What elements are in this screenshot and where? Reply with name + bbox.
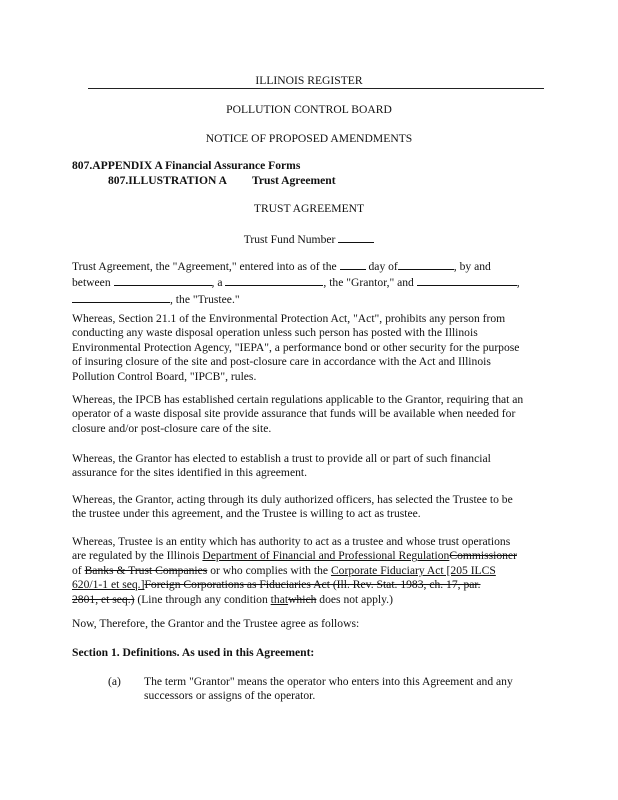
date-day-blank [340,258,366,270]
text-line: Whereas, the Grantor has elected to establish a trust to provide all or part of such financial [72,452,491,465]
notice-title: NOTICE OF PROPOSED AMENDMENTS [205,132,413,145]
definition-a-text [144,675,544,704]
whereas-paragraph-4 [72,493,548,522]
definition-a-label: (a) [108,675,121,688]
inserted-text: Corporate Fiduciary Act [205 ILCS [330,563,496,577]
deleted-text: Banks & Trust Companies [84,563,208,577]
grantor-name-blank [114,274,212,286]
text-line: Environmental Protection Agency, "IEPA", a performance bond or other security for the purpose [72,340,520,354]
text-line: The term "Grantor" means the operator who enters into this Agreement and any [144,675,513,688]
text-line: operator of a waste disposal site provide assurance that funds will be available when needed for [72,407,516,421]
text-line: Whereas, Trustee is an entity which has authority to act as a trustee and whose trust operations [72,535,511,548]
section-1-heading: Section 1. Definitions. As used in this Agreement: [72,646,315,659]
text-line [72,578,548,592]
deleted-text: Foreign Corporations as Fiduciaries Act (Ill. Rev. Stat. 1983, ch. 17, par. [144,578,481,592]
deleted-text: which [288,592,317,606]
trustee-name-blank [417,274,517,286]
grantor-type-blank [225,274,323,286]
whereas-paragraph-1 [72,312,548,384]
register-title: ILLINOIS REGISTER [0,74,618,88]
deleted-text: 2801, et seq.) [72,592,135,606]
text-line: conducting any waste disposal operation unless such person has posted with the Illinois [72,326,478,340]
text-line: of Banks & Trust Companies or who complies with the Corporate Fiduciary Act [205 ILCS [72,563,496,577]
trust-fund-number: Trust Fund Number [0,231,618,247]
text-line: Pollution Control Board, "IPCB", rules. [72,369,257,383]
text-line: the trustee under this agreement, and the Trustee is willing to act as trustee. [72,507,421,521]
whereas-paragraph-2 [72,393,548,436]
text-line: assurance for the sites identified in this agreement. [72,466,308,480]
text-line: are regulated by the Illinois Department of Financial and Professional RegulationCommissioner [72,549,517,563]
text-line: closure and/or post-closure care of the site. [72,421,272,435]
board-title: POLLUTION CONTROL BOARD [226,103,392,116]
text-line: Whereas, Section 21.1 of the Environmental Protection Act, "Act", prohibits any person from [72,312,506,325]
trustee-type-blank [72,291,170,303]
intro-paragraph: Trust Agreement, the "Agreement," entered into as of the day of , by and between , a , the "Grantor," and , , the "Trustee." [72,260,520,306]
date-month-blank [398,258,454,270]
whereas-paragraph-5 [72,535,548,607]
deleted-text: Commissioner [449,549,517,563]
text-line: of insuring closure of the site and post-closure care in accordance with the Act and Illinois [72,355,491,369]
text-line: Whereas, the Grantor, acting through its duly authorized officers, has selected the Trustee to be [72,493,513,506]
inserted-text: that [270,592,289,606]
appendix-heading: 807.APPENDIX A Financial Assurance Forms [72,159,301,172]
trust-fund-blank [338,231,374,243]
text-line: successors or assigns of the operator. [144,689,316,703]
text-line: Whereas, the IPCB has established certain regulations applicable to the Grantor, requiring that an [72,393,524,406]
illustration-heading: 807.ILLUSTRATION A [108,174,227,187]
document-title: TRUST AGREEMENT [253,202,365,215]
now-therefore-line: Now, Therefore, the Grantor and the Trustee agree as follows: [72,617,360,630]
whereas-paragraph-3 [72,452,548,481]
illustration-name: Trust Agreement [252,174,336,187]
text-line: 2801, et seq.) (Line through any condition thatwhich does not apply.) [72,592,393,606]
inserted-text: 620/1-1 et seq.] [72,578,145,592]
inserted-text: Department of Financial and Professional Regulation [202,549,450,563]
